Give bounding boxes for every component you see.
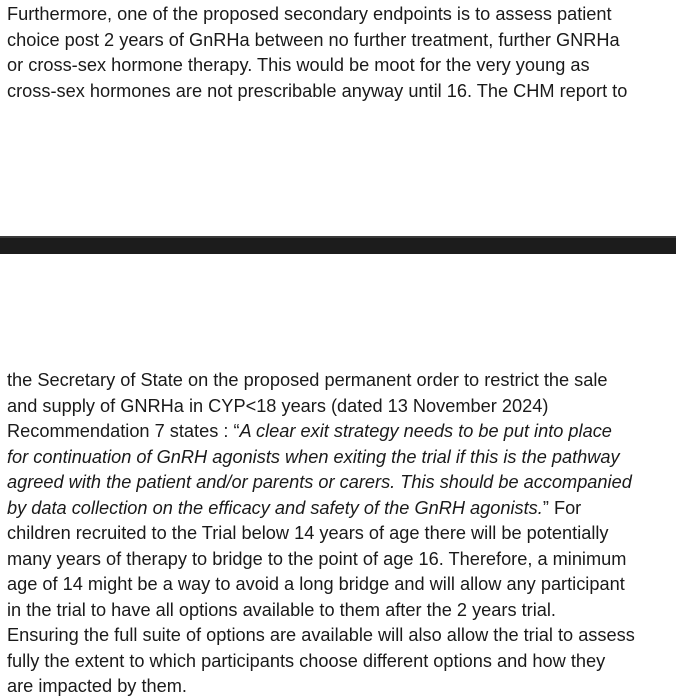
quote-text: A clear exit strategy needs to be put into place [239, 421, 612, 441]
text-segment: Recommendation 7 states : “ [7, 421, 240, 441]
text-line: in the trial to have all options available to them after the 2 years trial. [7, 599, 556, 620]
text-line: many years of therapy to bridge to the point of age 16. Therefore, a minimum [7, 548, 627, 569]
text-line: choice post 2 years of GnRHa between no further treatment, further GNRHa [7, 29, 620, 50]
bottom-paragraph [7, 368, 675, 700]
text-line: are impacted by them. [7, 676, 187, 696]
text-line: cross-sex hormones are not prescribable anyway until 16. The CHM report to [7, 80, 628, 101]
quote-text: agreed with the patient and/or parents or carers. This should be accompanied [7, 472, 632, 492]
text-segment: ” For [542, 497, 582, 518]
text-line: age of 14 might be a way to avoid a long bridge and will allow any participant [7, 574, 625, 594]
divider-edge [0, 236, 676, 238]
text-line [7, 445, 675, 471]
text-line [7, 419, 675, 445]
text-line: the Secretary of State on the proposed permanent order to restrict the sale [7, 370, 608, 390]
text-line: or cross-sex hormone therapy. This would be moot for the very young as [7, 55, 590, 75]
text-line: and supply of GNRHa in CYP<18 years (dated 13 November 2024) [7, 395, 549, 416]
text-line [7, 496, 675, 522]
text-line: children recruited to the Trial below 14 years of age there will be potentially [7, 523, 609, 543]
text-line [7, 470, 675, 496]
screenshot-divider-bar [0, 236, 676, 254]
text-line: fully the extent to which participants choose different options and how they [7, 650, 606, 671]
text-line: Ensuring the full suite of options are available will also allow the trial to assess [7, 625, 635, 645]
top-paragraph [7, 2, 675, 104]
quote-text: for continuation of GnRH agonists when exiting the trial if this is the pathway [7, 446, 620, 467]
text-line: Furthermore, one of the proposed secondary endpoints is to assess patient [7, 4, 612, 24]
quote-text: by data collection on the efficacy and safety of the GnRH agonists. [7, 497, 543, 518]
